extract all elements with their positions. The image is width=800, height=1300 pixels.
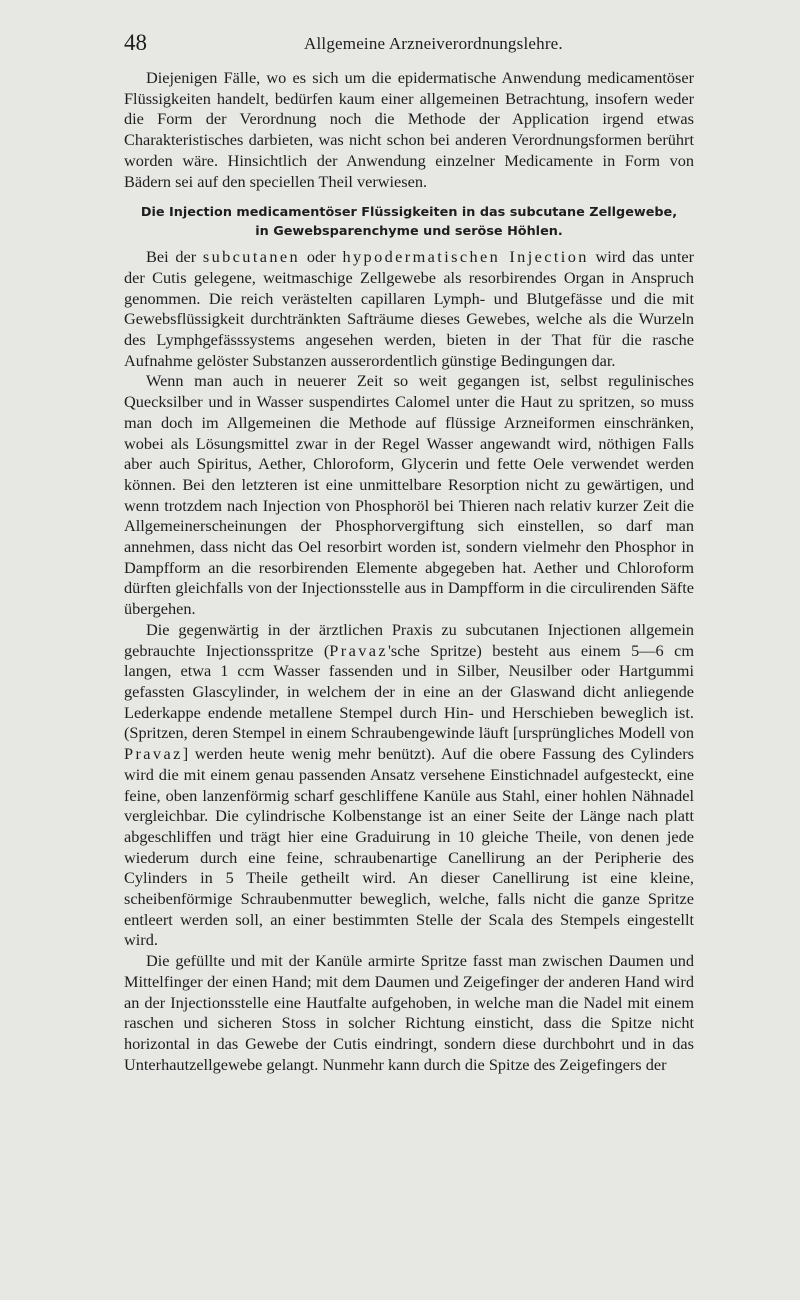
text-run: wird das unter der Cutis gelegene, weitmaschige Zellgewebe als resorbirendes Organ in Anspruch genommen. Die reich verästelten capillaren Lymph- und Blutgefässe und die mit Gewebsflüssigkeit durchtränkten Safträume dieses Gewebes, welche als die Wurzeln des Lymphgefässsystems angesehen werden, bieten in der That für die rasche Aufnahme gelöster Substanzen ausserordentlich günstige Bedingungen dar.: [124, 247, 694, 370]
paragraph-subcutaneous-injection: [124, 247, 694, 371]
text-run: Bei der: [146, 247, 203, 267]
emphasis-subcutanen: subcutanen: [202, 247, 301, 267]
paragraph-injection-technique: Die gefüllte und mit der Kanüle armirte Spritze fasst man zwischen Daumen und Mittelfinger der einen Hand; mit dem Daumen und Zeigefinger der anderen Hand wird an der Injectionsstelle eine Hautfalte aufgehoben, in welche man die Nadel mit einem raschen und sicheren Stoss in solcher Richtung einsticht, dass die Spitze nicht horizontal in das Gewebe der Cutis eindringt, sondern diese durchbohrt und in das Unterhautzellgewebe gelangt. Nunmehr kann durch die Spitze des Zeigefingers der: [124, 951, 694, 1074]
running-title: Allgemeine Arzneiverordnungslehre.: [304, 34, 563, 53]
paragraph-pravaz-syringe: [124, 620, 694, 951]
page-number: 48: [124, 30, 147, 55]
text-run: Die gegenwärtig in der ärztlichen Praxis zu subcutanen Injectionen allgemein gebrauchte Injectionsspritze (: [124, 619, 694, 660]
text-run: 'sche Spritze) besteht aus einem 5—6 cm langen, etwa 1 ccm Wasser fassenden und in Silber, Neusilber oder Hartgummi gefassten Glascylinder, in welchem der in eine an der Glaswand dicht anliegende Lederkappe endende metallene Stempel durch Hin- und Herschieben beweglich ist. (Spritzen, deren Stempel in einem Schraubengewinde läuft [ursprüngliches Modell von: [124, 640, 694, 743]
paragraph-solvents: Wenn man auch in neuerer Zeit so weit gegangen ist, selbst regulinisches Quecksilber und in Wasser suspendirtes Calomel unter die Haut zu spritzen, so muss man doch im Allgemeinen die Methode auf flüssige Arzneiformen einschränken, wobei als Lösungsmittel zwar in der Regel Wasser angewandt wird, nöthigen Falls aber auch Spiritus, Aether, Chloroform, Glycerin und fette Oele verwendet werden können. Bei den letzteren ist eine unmittelbare Resorption nicht zu gewärtigen, und wenn trotzdem nach Injection von Phosphoröl bei Thieren nach relativ kurzer Zeit die Allgemeinerscheinungen der Phosphorvergiftung sich einstellen, so darf man annehmen, dass nicht das Oel resorbirt worden ist, sondern vielmehr den Phosphor in Dampfform an die resorbirenden Elemente abgegeben hat. Aether und Chloroform dürften gleichfalls von der Injectionsstelle aus in Dampfform in die circulirenden Säfte übergehen.: [124, 371, 694, 619]
emphasis-pravaz: Pravaz: [124, 744, 183, 764]
emphasis-hypodermatische-injection: hypodermatischen Injection: [342, 247, 589, 267]
intro-paragraph: Diejenigen Fälle, wo es sich um die epidermatische Anwendung medicamentöser Flüssigkeiten handelt, bedürfen kaum einer allgemeinen Betrachtung, insofern weder die Form der Verordnung noch die Methode der Application irgend etwas Charakteristisches darbieten, was nicht schon bei anderen Verordnungsformen berührt worden wäre. Hinsichtlich der Anwendung einzelner Medicamente in Form von Bädern sei auf den speciellen Theil verwiesen.: [124, 68, 694, 191]
text-run: oder: [300, 247, 343, 267]
section-heading: [124, 203, 694, 241]
text-run: ] werden heute wenig mehr benützt). Auf die obere Fassung des Cylinders wird die mit einem genau passenden Ansatz versehene Einstichnadel aufgesteckt, eine feine, oben lanzenförmig scharf geschliffene Kanüle aus Stahl, einer hohlen Nähnadel vergleichbar. Die cylindrische Kolbenstange ist an einer Seite der Länge nach platt abgeschliffen und trägt hier eine Graduirung in 10 gleiche Theile, von denen jede wiederum durch eine feine, schraubenartige Canellirung an der Peripherie des Cylinders in 5 Theile getheilt wird. An dieser Canellirung ist eine kleine, scheibenförmige Schraubenmutter beweglich, welche, falls nicht die ganze Spritze entleert werden soll, an einer bestimmten Stelle der Scala des Stempels eingestellt wird.: [124, 744, 694, 950]
section-heading-line-1: Die Injection medicamentöser Flüssigkeiten in das subcutane Zellgewebe,: [140, 205, 678, 221]
body-text: [124, 68, 694, 1075]
emphasis-pravaz: Pravaz: [329, 640, 388, 660]
section-heading-line-2: in Gewebsparenchyme und seröse Höhlen.: [255, 224, 563, 240]
page-header: [124, 30, 578, 60]
